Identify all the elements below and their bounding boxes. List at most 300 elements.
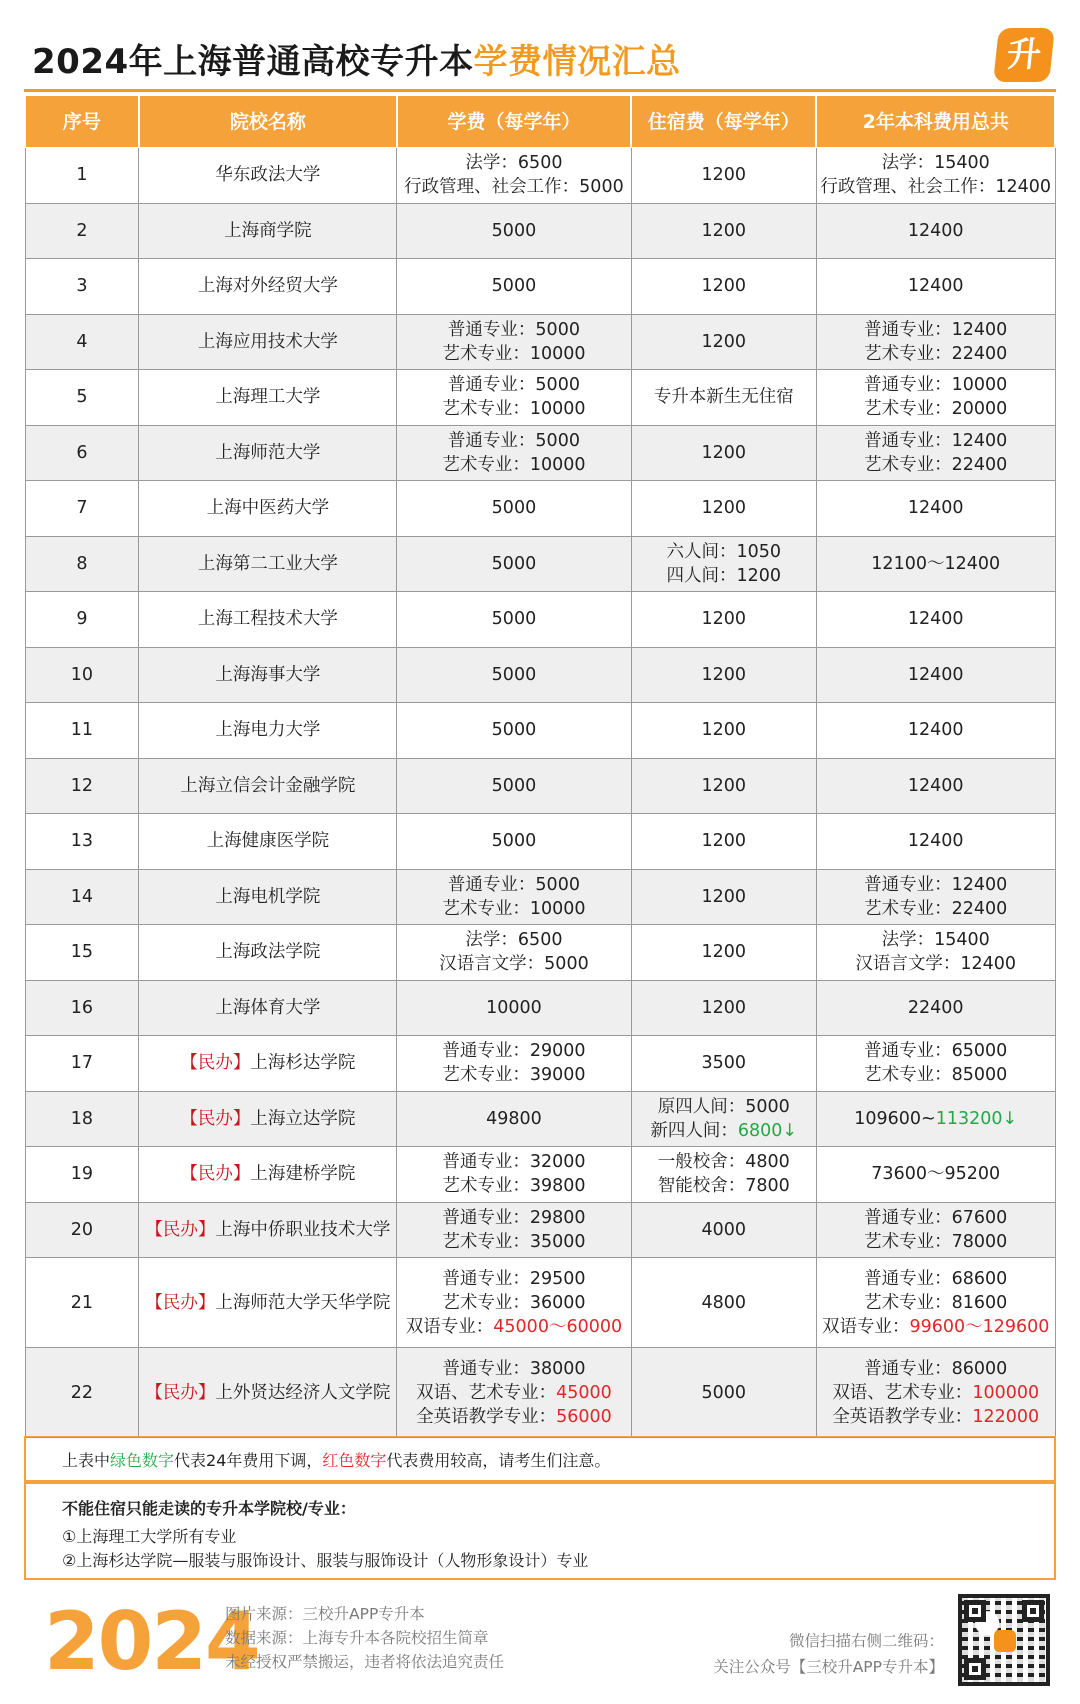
note1-text-c: 代表费用较高，请考生们注意。	[386, 1451, 611, 1470]
school-name: 上海师范大学天华学院	[215, 1292, 391, 1313]
title-highlight: 学费情况汇总	[473, 42, 681, 82]
private-school-tag: 【民办】	[145, 1292, 216, 1313]
cell-text: 艺术专业：85000	[864, 1065, 1008, 1086]
table-row	[25, 592, 1055, 648]
cell-line	[817, 552, 1055, 576]
cell-no: 4	[25, 314, 139, 370]
school-name: 上海中医药大学	[206, 498, 330, 519]
footer-scan-hint	[713, 1628, 944, 1680]
col-header-total: 2年本科费用总共	[816, 96, 1055, 148]
table-header-row	[25, 96, 1055, 148]
cell-text: 5000	[491, 609, 537, 630]
brand-logo-icon: 升	[993, 28, 1055, 82]
cell-text: 普通专业：10000	[864, 375, 1008, 396]
cell-text: 12400	[907, 609, 964, 630]
table-row	[25, 647, 1055, 703]
cell-no: 5	[25, 370, 139, 426]
cell-line	[817, 1267, 1055, 1291]
table-row	[25, 1258, 1055, 1348]
table-row	[25, 1091, 1055, 1147]
cell-total	[816, 869, 1055, 925]
school-name: 上海电机学院	[215, 886, 321, 907]
cell-no: 9	[25, 592, 139, 648]
cell-text: 12400	[907, 498, 964, 519]
footer-sources	[225, 1602, 504, 1674]
footer-data-source: 数据来源：上海专升本各院校招生简章	[225, 1629, 489, 1647]
cell-text: 双语、艺术专业：	[416, 1382, 557, 1403]
cell-total	[816, 925, 1055, 981]
cell-dorm	[631, 592, 816, 648]
cell-tuition	[397, 1147, 631, 1203]
cell-school	[139, 314, 397, 370]
cell-text: 艺术专业：10000	[442, 343, 586, 364]
cell-text: 全英语教学专业：	[416, 1406, 557, 1427]
note1-green-label: 绿色数字	[110, 1451, 175, 1470]
table-body	[25, 148, 1055, 1438]
school-name: 上海立达学院	[250, 1108, 356, 1129]
cell-line	[397, 774, 630, 798]
cell-text: 5000	[701, 1382, 747, 1403]
cell-line	[397, 151, 630, 175]
cell-school	[139, 1147, 397, 1203]
cell-line	[817, 928, 1055, 952]
cell-text: 原四人间：5000	[657, 1096, 790, 1117]
cell-line	[632, 996, 816, 1020]
cell-line	[632, 441, 816, 465]
note1-text-b: 代表24年费用下调，	[174, 1451, 323, 1470]
cell-school	[139, 425, 397, 481]
school-name: 上海中侨职业技术大学	[215, 1219, 391, 1240]
cell-line	[397, 453, 630, 477]
cell-tuition	[397, 1348, 631, 1438]
cell-line	[397, 952, 630, 976]
cell-no: 16	[25, 980, 139, 1036]
cell-line	[817, 1230, 1055, 1254]
cell-line	[817, 1039, 1055, 1063]
cell-total	[816, 1036, 1055, 1092]
table-row	[25, 758, 1055, 814]
col-header-tuition: 学费（每学年）	[397, 96, 631, 148]
footer-image-source: 图片来源：三校升APP专升本	[225, 1605, 425, 1623]
cell-school	[139, 814, 397, 870]
cell-text: 普通专业：68600	[864, 1268, 1008, 1289]
cell-no: 19	[25, 1147, 139, 1203]
table-row	[25, 203, 1055, 259]
cell-total	[816, 1348, 1055, 1438]
cell-line	[632, 940, 816, 964]
cell-line	[397, 1315, 630, 1339]
price-decrease-value: 6800↓	[737, 1120, 798, 1141]
cell-line	[397, 1206, 630, 1230]
table-row	[25, 869, 1055, 925]
cell-text: 六人间：1050	[666, 541, 782, 562]
cell-tuition	[397, 1091, 631, 1147]
cell-line	[397, 373, 630, 397]
cell-no: 7	[25, 481, 139, 537]
cell-text: 10000	[486, 997, 542, 1018]
cell-text: 艺术专业：81600	[864, 1292, 1008, 1313]
cell-line	[817, 897, 1055, 921]
cell-text: 普通专业：86000	[864, 1358, 1008, 1379]
cell-line	[632, 330, 816, 354]
school-name: 上海电力大学	[215, 720, 321, 741]
cell-line	[632, 274, 816, 298]
cell-line	[397, 1381, 630, 1405]
cell-line	[632, 1051, 816, 1075]
cell-total	[816, 425, 1055, 481]
table-row	[25, 1147, 1055, 1203]
cell-text: 5000	[491, 831, 537, 852]
page-title	[32, 34, 681, 83]
cell-school	[139, 647, 397, 703]
cell-text: 22400	[907, 997, 964, 1018]
school-name: 上海师范大学	[215, 442, 321, 463]
cell-total	[816, 370, 1055, 426]
cell-line	[817, 873, 1055, 897]
cell-line	[397, 1405, 630, 1429]
cell-line	[817, 952, 1055, 976]
cell-line	[817, 397, 1055, 421]
cell-text: 普通专业：12400	[864, 319, 1008, 340]
school-name: 上海立信会计金融学院	[180, 775, 356, 796]
cell-text: 艺术专业：10000	[442, 454, 586, 475]
cell-line	[817, 663, 1055, 687]
cell-school	[139, 758, 397, 814]
col-header-dorm: 住宿费（每学年）	[631, 96, 816, 148]
cell-line	[397, 1291, 630, 1315]
cell-line	[397, 552, 630, 576]
cell-line	[817, 274, 1055, 298]
cell-text: 12400	[907, 276, 964, 297]
cell-school	[139, 203, 397, 259]
cell-text: 普通专业：12400	[864, 430, 1008, 451]
cell-line	[397, 175, 630, 199]
cell-text: 1200	[701, 609, 747, 630]
cell-text: 49800	[486, 1108, 542, 1129]
cell-line	[397, 1150, 630, 1174]
cell-total	[816, 758, 1055, 814]
cell-line	[397, 897, 630, 921]
cell-line	[817, 175, 1055, 199]
page-header	[24, 18, 1056, 92]
cell-line	[632, 1095, 816, 1119]
cell-text: 双语专业：	[821, 1316, 910, 1337]
cell-text: 普通专业：65000	[864, 1041, 1008, 1062]
cell-total	[816, 203, 1055, 259]
school-name: 上海工程技术大学	[197, 609, 338, 630]
cell-line	[632, 663, 816, 687]
price-decrease-value: 113200↓	[935, 1108, 1018, 1129]
table-row	[25, 536, 1055, 592]
school-name: 上海建桥学院	[250, 1164, 356, 1185]
school-name: 上海体育大学	[215, 997, 321, 1018]
cell-text: 1200	[701, 442, 747, 463]
private-school-tag: 【民办】	[180, 1053, 251, 1074]
cell-total	[816, 481, 1055, 537]
color-legend-note	[24, 1436, 1056, 1482]
cell-text: 艺术专业：10000	[442, 898, 586, 919]
cell-tuition	[397, 869, 631, 925]
cell-line	[632, 1174, 816, 1198]
cell-line	[397, 663, 630, 687]
cell-tuition	[397, 425, 631, 481]
cell-line	[632, 385, 816, 409]
cell-text: 法学：15400	[881, 930, 990, 951]
cell-line	[397, 1230, 630, 1254]
cell-no: 6	[25, 425, 139, 481]
cell-line	[817, 342, 1055, 366]
cell-line	[632, 1291, 816, 1315]
table-row	[25, 980, 1055, 1036]
cell-text: 艺术专业：22400	[864, 898, 1008, 919]
cell-line	[817, 1063, 1055, 1087]
cell-dorm	[631, 869, 816, 925]
cell-line	[632, 607, 816, 631]
cell-school	[139, 1348, 397, 1438]
school-name: 上海商学院	[224, 220, 312, 241]
cell-school	[139, 1036, 397, 1092]
fee-table	[24, 95, 1056, 1438]
cell-line	[397, 996, 630, 1020]
cell-text: 1200	[701, 498, 747, 519]
cell-dorm	[631, 536, 816, 592]
cell-line	[817, 607, 1055, 631]
cell-text: 1200	[701, 331, 747, 352]
cell-text: 法学：6500	[465, 153, 563, 174]
cell-no: 8	[25, 536, 139, 592]
cell-line	[817, 219, 1055, 243]
price-high-value: 45000	[556, 1382, 612, 1403]
col-header-no: 序号	[25, 96, 139, 148]
cell-tuition	[397, 370, 631, 426]
school-name: 上海健康医学院	[206, 831, 330, 852]
cell-line	[397, 397, 630, 421]
cell-line	[397, 1357, 630, 1381]
cell-school	[139, 370, 397, 426]
school-name: 上海政法学院	[215, 942, 321, 963]
school-name: 上海应用技术大学	[197, 331, 338, 352]
cell-tuition	[397, 647, 631, 703]
cell-text: 12100～12400	[871, 553, 1001, 574]
cell-dorm	[631, 1258, 816, 1348]
price-high-value: 99600～129600	[909, 1316, 1050, 1337]
cell-line	[397, 1107, 630, 1131]
cell-text: 12400	[907, 775, 964, 796]
cell-tuition	[397, 703, 631, 759]
cell-dorm	[631, 370, 816, 426]
cell-text: 全英语教学专业：	[832, 1406, 973, 1427]
school-name: 上海第二工业大学	[197, 553, 338, 574]
cell-text: 5000	[491, 664, 537, 685]
cell-line	[817, 1357, 1055, 1381]
cell-text: 1200	[701, 220, 747, 241]
cell-no: 20	[25, 1202, 139, 1258]
cell-text: 法学：15400	[881, 153, 990, 174]
cell-dorm	[631, 1091, 816, 1147]
cell-text: 四人间：1200	[666, 565, 782, 586]
cell-text: 新四人间：	[650, 1120, 738, 1141]
cell-line	[817, 429, 1055, 453]
table-row	[25, 925, 1055, 981]
cell-tuition	[397, 758, 631, 814]
cell-no: 21	[25, 1258, 139, 1348]
cell-text: 12400	[907, 664, 964, 685]
cell-text: 汉语言文学：12400	[855, 954, 1017, 975]
table-row	[25, 481, 1055, 537]
cell-dorm	[631, 259, 816, 315]
school-name: 上海杉达学院	[250, 1053, 356, 1074]
cell-line	[397, 1063, 630, 1087]
cell-dorm	[631, 425, 816, 481]
cell-text: 双语专业：	[405, 1316, 494, 1337]
cell-line	[632, 496, 816, 520]
no-dorm-note	[24, 1482, 1056, 1580]
cell-total	[816, 148, 1055, 204]
cell-text: 艺术专业：10000	[442, 399, 586, 420]
cell-text: 5000	[491, 553, 537, 574]
cell-line	[817, 1206, 1055, 1230]
cell-dorm	[631, 314, 816, 370]
cell-text: 12400	[907, 720, 964, 741]
qr-code-icon[interactable]	[958, 1594, 1050, 1686]
cell-line	[397, 1039, 630, 1063]
cell-text: 行政管理、社会工作：12400	[820, 177, 1052, 198]
cell-line	[817, 774, 1055, 798]
cell-line	[817, 453, 1055, 477]
cell-school	[139, 592, 397, 648]
cell-school	[139, 869, 397, 925]
cell-line	[632, 1381, 816, 1405]
table-row	[25, 370, 1055, 426]
cell-dorm	[631, 980, 816, 1036]
cell-total	[816, 536, 1055, 592]
table-row	[25, 814, 1055, 870]
fee-table-container	[24, 95, 1056, 1438]
cell-text: 4000	[701, 1219, 747, 1240]
cell-dorm	[631, 1348, 816, 1438]
cell-text: 普通专业：29000	[442, 1041, 586, 1062]
cell-text: 普通专业：32000	[442, 1152, 586, 1173]
cell-tuition	[397, 259, 631, 315]
cell-no: 11	[25, 703, 139, 759]
cell-line	[397, 496, 630, 520]
price-high-value: 100000	[972, 1382, 1040, 1403]
cell-no: 15	[25, 925, 139, 981]
cell-text: 艺术专业：22400	[864, 454, 1008, 475]
footer-year: 2024	[44, 1595, 259, 1688]
cell-text: 5000	[491, 220, 537, 241]
cell-tuition	[397, 592, 631, 648]
cell-tuition	[397, 1036, 631, 1092]
cell-line	[397, 607, 630, 631]
cell-no: 18	[25, 1091, 139, 1147]
cell-total	[816, 314, 1055, 370]
cell-text: 1200	[701, 165, 747, 186]
cell-no: 3	[25, 259, 139, 315]
cell-no: 14	[25, 869, 139, 925]
cell-text: 艺术专业：36000	[442, 1292, 586, 1313]
school-name: 华东政法大学	[215, 165, 321, 186]
cell-dorm	[631, 203, 816, 259]
cell-total	[816, 1202, 1055, 1258]
cell-line	[817, 996, 1055, 1020]
cell-line	[632, 564, 816, 588]
cell-line	[817, 1162, 1055, 1186]
cell-line	[632, 163, 816, 187]
cell-line	[397, 928, 630, 952]
cell-text: 12400	[907, 831, 964, 852]
cell-no: 12	[25, 758, 139, 814]
no-dorm-item-2: ②上海杉达学院—服装与服饰设计、服装与服饰设计（人物形象设计）专业	[62, 1551, 589, 1570]
cell-line	[632, 1119, 816, 1143]
cell-tuition	[397, 481, 631, 537]
cell-line	[632, 829, 816, 853]
table-row	[25, 1202, 1055, 1258]
cell-line	[632, 219, 816, 243]
col-header-school: 院校名称	[139, 96, 397, 148]
cell-text: 5000	[491, 775, 537, 796]
cell-text: 艺术专业：35000	[442, 1231, 586, 1252]
cell-school	[139, 148, 397, 204]
cell-line	[632, 885, 816, 909]
cell-total	[816, 592, 1055, 648]
cell-total	[816, 703, 1055, 759]
cell-school	[139, 536, 397, 592]
cell-tuition	[397, 536, 631, 592]
title-main: 2024年上海普通高校专升本	[32, 42, 474, 82]
cell-school	[139, 1258, 397, 1348]
cell-line	[817, 1291, 1055, 1315]
cell-tuition	[397, 1202, 631, 1258]
cell-tuition	[397, 925, 631, 981]
cell-text: 1200	[701, 720, 747, 741]
cell-line	[397, 718, 630, 742]
cell-dorm	[631, 703, 816, 759]
cell-school	[139, 481, 397, 537]
cell-text: 1200	[701, 997, 747, 1018]
cell-dorm	[631, 1036, 816, 1092]
cell-dorm	[631, 925, 816, 981]
cell-text: 普通专业：67600	[864, 1207, 1008, 1228]
cell-line	[397, 873, 630, 897]
cell-tuition	[397, 980, 631, 1036]
cell-line	[397, 1174, 630, 1198]
cell-text: 双语、艺术专业：	[832, 1382, 973, 1403]
cell-text: 汉语言文学：5000	[439, 954, 589, 975]
scan-line-1: 微信扫描右侧二维码：	[788, 1632, 944, 1650]
cell-total	[816, 259, 1055, 315]
cell-line	[397, 274, 630, 298]
cell-text: 1200	[701, 276, 747, 297]
cell-line	[817, 718, 1055, 742]
cell-line	[632, 718, 816, 742]
cell-text: 普通专业：5000	[447, 319, 580, 340]
cell-text: 1200	[701, 664, 747, 685]
no-dorm-title: 不能住宿只能走读的专升本学院校/专业：	[62, 1499, 356, 1518]
cell-line	[817, 151, 1055, 175]
table-row	[25, 259, 1055, 315]
cell-line	[817, 1107, 1055, 1131]
cell-line	[397, 429, 630, 453]
cell-text: 73600～95200	[871, 1164, 1001, 1185]
private-school-tag: 【民办】	[180, 1164, 251, 1185]
cell-text: 12400	[907, 220, 964, 241]
header-divider	[24, 89, 1056, 92]
cell-text: 智能校舍：7800	[657, 1176, 790, 1197]
cell-line	[632, 1150, 816, 1174]
page-footer	[24, 1590, 1056, 1694]
cell-tuition	[397, 314, 631, 370]
